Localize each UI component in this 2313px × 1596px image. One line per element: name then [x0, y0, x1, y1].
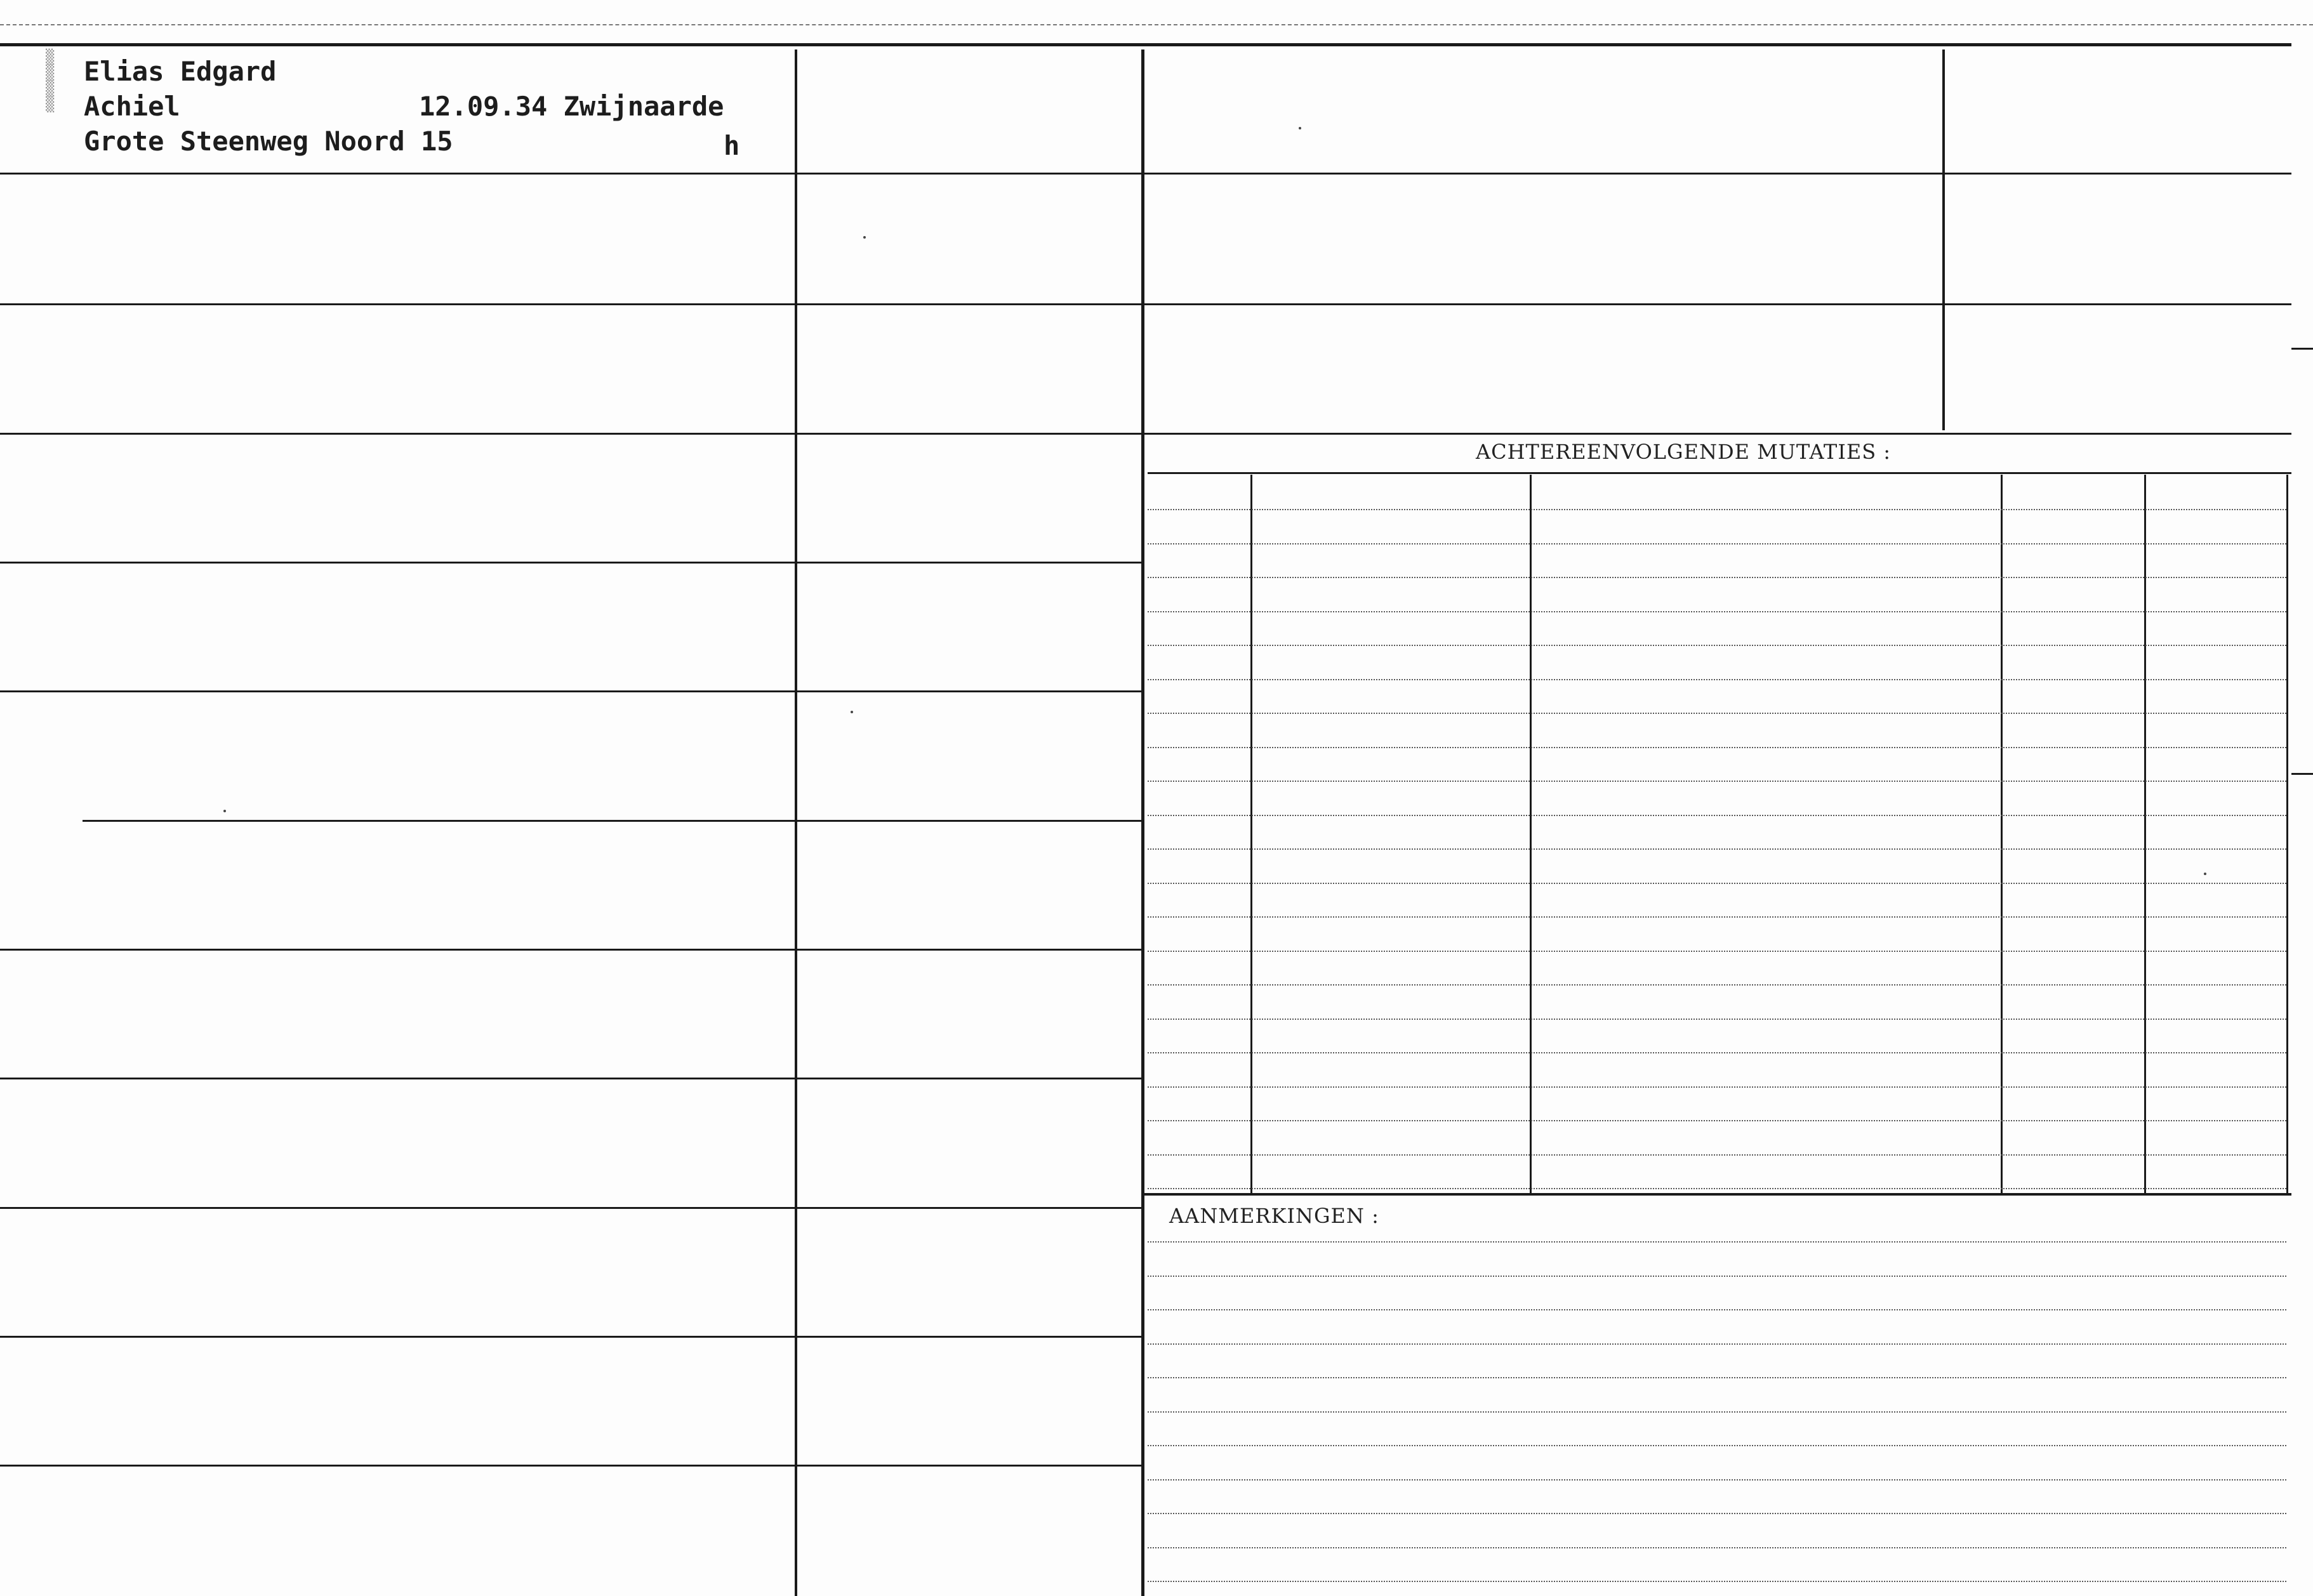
middle-row-line: [797, 1336, 1141, 1338]
right-row-line: [1144, 303, 2291, 305]
birth-date-place-field: 12.09.34 Zwijnaarde: [419, 91, 724, 122]
left-row-line: [0, 1336, 795, 1338]
mutation-ruled-line: [1148, 679, 2286, 680]
mutation-ruled-line: [1148, 713, 2286, 714]
left-row-line: [0, 1207, 795, 1209]
top-border-line: [0, 43, 2291, 46]
remark-ruled-line: [1148, 1479, 2286, 1481]
left-row-line: [83, 820, 795, 822]
middle-row-line: [797, 303, 1141, 305]
surname-field: Elias Edgard: [84, 56, 277, 87]
scan-speck: [1299, 127, 1301, 129]
mutation-ruled-line: [1148, 815, 2286, 816]
mutation-ruled-line: [1148, 848, 2286, 850]
middle-row-line: [797, 1465, 1141, 1467]
remark-ruled-line: [1148, 1445, 2286, 1446]
left-row-line: [0, 949, 795, 951]
given-name-field: Achiel: [84, 91, 180, 122]
right-row-line: [1144, 433, 2291, 435]
remark-ruled-line: [1148, 1513, 2286, 1514]
remark-ruled-line: [1148, 1547, 2286, 1548]
remark-ruled-line: [1148, 1581, 2286, 1582]
mutation-ruled-line: [1148, 883, 2286, 884]
top-edge-trace: [0, 24, 2313, 25]
faint-stamp-mark: ▒ ▒ ▒ ▒: [46, 49, 55, 113]
left-row-line: [0, 433, 795, 435]
middle-row-line: [797, 433, 1141, 435]
mutation-ruled-line: [1148, 747, 2286, 748]
remarks-heading: AANMERKINGEN :: [1169, 1204, 1379, 1228]
mutation-ruled-line: [1148, 984, 2286, 986]
left-row-line: [0, 690, 795, 692]
mutation-ruled-line: [1148, 1019, 2286, 1020]
mutations-table-top: [1148, 472, 2291, 474]
middle-row-line: [797, 1207, 1141, 1209]
middle-row-line: [797, 173, 1141, 175]
remark-ruled-line: [1148, 1276, 2286, 1277]
mutations-col-5: [2286, 475, 2288, 1193]
scan-speck: [223, 810, 226, 812]
remark-ruled-line: [1148, 1343, 2286, 1345]
mutations-col-4: [2144, 475, 2146, 1193]
mutations-col-3: [2001, 475, 2003, 1193]
middle-row-line: [797, 690, 1141, 692]
middle-row-line: [797, 949, 1141, 951]
margin-tick: [2291, 348, 2313, 350]
remark-ruled-line: [1148, 1241, 2286, 1243]
mutations-col-1: [1250, 475, 1252, 1193]
mutations-col-2: [1530, 475, 1532, 1193]
left-row-line: [0, 303, 795, 305]
left-row-line: [0, 173, 795, 175]
mutations-heading: ACHTEREENVOLGENDE MUTATIES :: [1476, 440, 1892, 464]
remark-ruled-line: [1148, 1377, 2286, 1378]
mutation-ruled-line: [1148, 1086, 2286, 1088]
mutation-ruled-line: [1148, 543, 2286, 544]
left-row-line: [0, 1078, 795, 1079]
scan-speck: [2204, 873, 2206, 875]
mutation-ruled-line: [1148, 1154, 2286, 1156]
middle-row-line: [797, 820, 1141, 822]
mutation-ruled-line: [1148, 916, 2286, 918]
left-row-line: [0, 562, 795, 564]
left-row-line: [0, 1465, 795, 1467]
mutation-ruled-line: [1148, 577, 2286, 578]
right-row-line: [1144, 173, 2291, 175]
remark-ruled-line: [1148, 1309, 2286, 1310]
mutation-ruled-line: [1148, 1052, 2286, 1053]
mutation-ruled-line: [1148, 645, 2286, 646]
mutation-ruled-line: [1148, 611, 2286, 612]
middle-row-line: [797, 562, 1141, 564]
mutation-ruled-line: [1148, 1188, 2286, 1189]
address-field: Grote Steenweg Noord 15: [84, 126, 453, 157]
column-divider-3: [1942, 49, 1945, 430]
mutations-table-bottom: [1144, 1193, 2291, 1196]
margin-tick: [2291, 773, 2313, 775]
scan-speck: [851, 711, 853, 713]
column-divider-1: [795, 49, 797, 1596]
mutation-ruled-line: [1148, 509, 2286, 510]
mutation-ruled-line: [1148, 1120, 2286, 1121]
scan-speck: [863, 236, 866, 239]
middle-row-line: [797, 1078, 1141, 1079]
mutation-ruled-line: [1148, 781, 2286, 782]
column-divider-2: [1141, 49, 1144, 1596]
household-marker: h: [724, 130, 740, 161]
remark-ruled-line: [1148, 1411, 2286, 1413]
mutation-ruled-line: [1148, 951, 2286, 952]
